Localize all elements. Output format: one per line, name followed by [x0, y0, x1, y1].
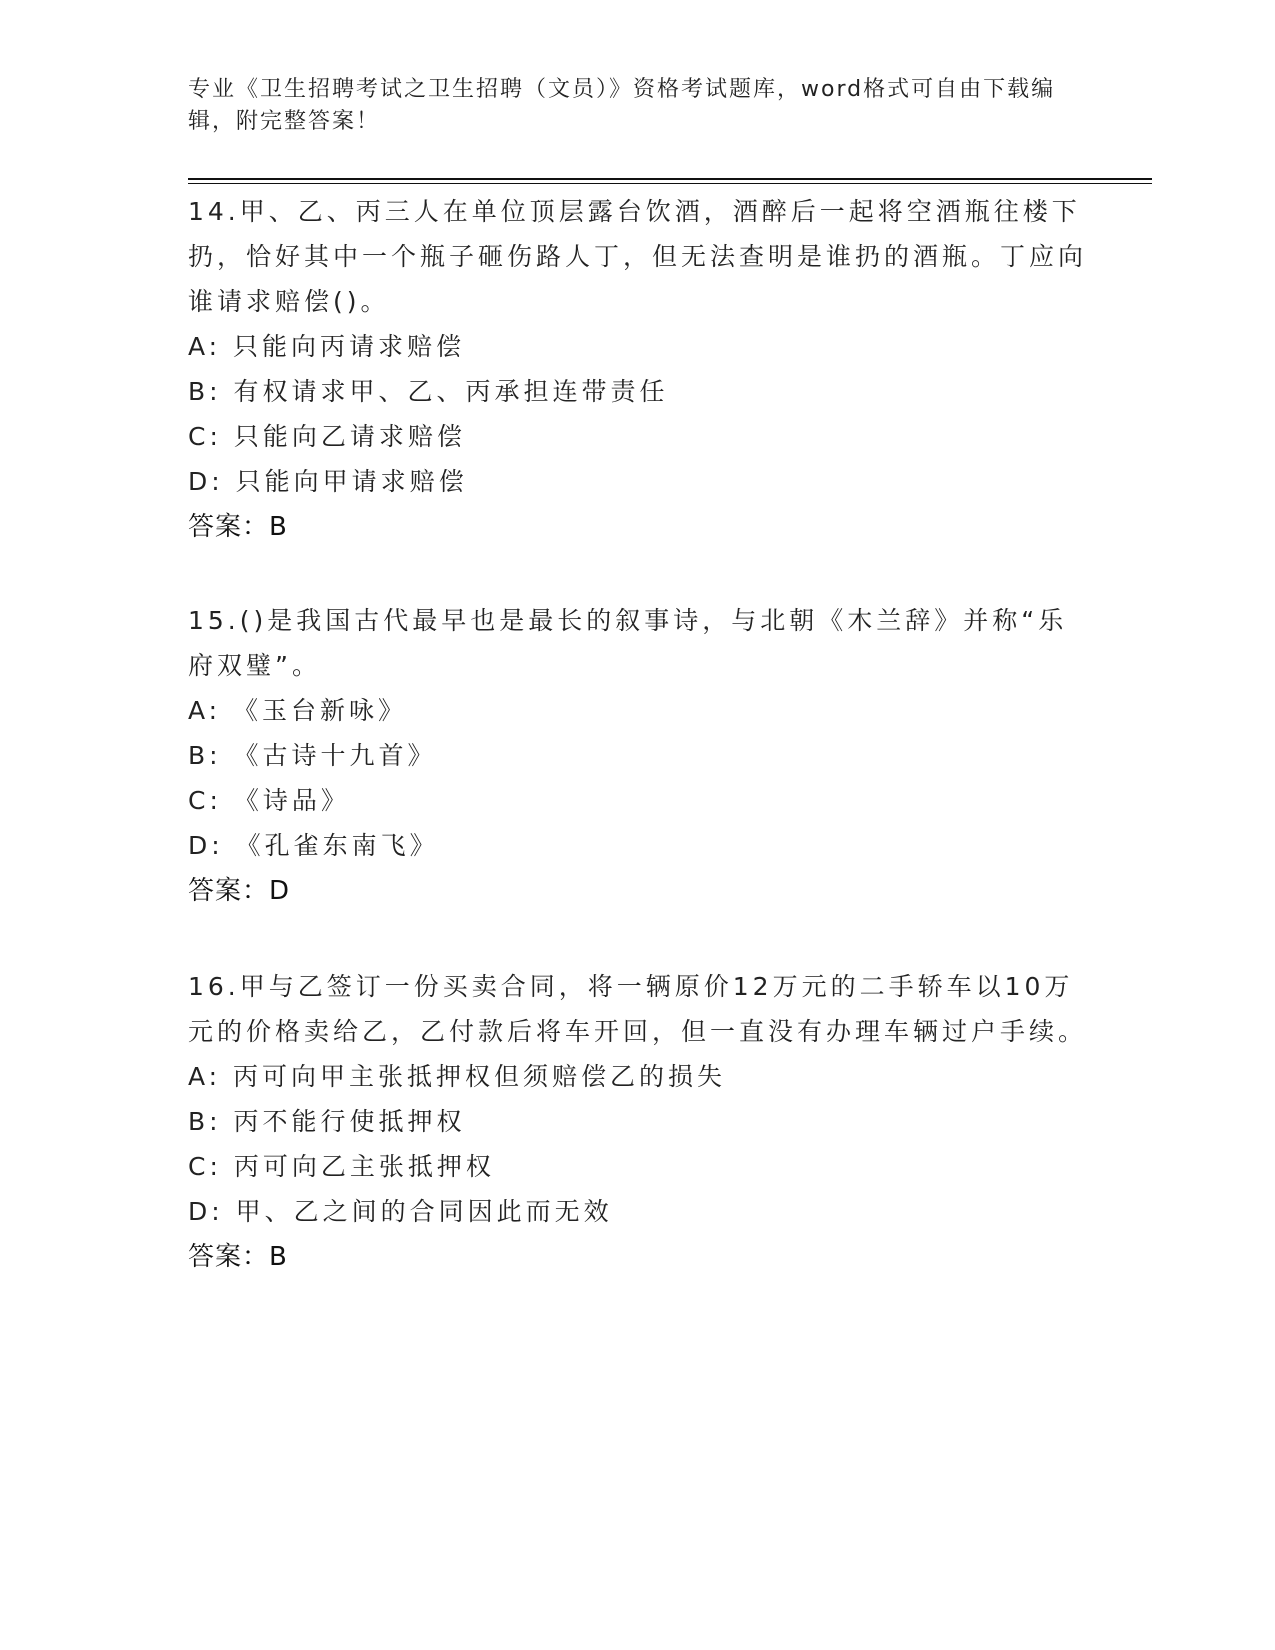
- option-d: D: 甲、乙之间的合同因此而无效: [188, 1197, 613, 1226]
- question-14: [188, 189, 1088, 550]
- question-15: [188, 598, 1088, 914]
- answer: 答案：B: [188, 1242, 288, 1272]
- option-c: C: 《诗品》: [188, 786, 350, 815]
- option-b: B: 丙不能行使抵押权: [188, 1107, 466, 1136]
- question-16: [188, 964, 1088, 1280]
- option-b: B: 有权请求甲、乙、丙承担连带责任: [188, 377, 669, 406]
- question-stem: 16.甲与乙签订一份买卖合同，将一辆原价12万元的二手轿车以10万元的价格卖给乙，乙付款后将车开回，但一直没有办理车辆过户手续。: [188, 972, 1088, 1046]
- document-header: 专业《卫生招聘考试之卫生招聘（文员）》资格考试题库，word格式可自由下载编辑，附完整答案！: [188, 77, 1056, 134]
- question-stem: 14.甲、乙、丙三人在单位顶层露台饮酒，酒醉后一起将空酒瓶往楼下扔，恰好其中一个瓶子砸伤路人丁，但无法查明是谁扔的酒瓶。丁应向谁请求赔偿()。: [188, 197, 1088, 316]
- option-a: A: 《玉台新咏》: [188, 696, 408, 725]
- question-stem: 15.()是我国古代最早也是最长的叙事诗，与北朝《木兰辞》并称“乐府双璧”。: [188, 606, 1068, 680]
- option-d: D: 《孔雀东南飞》: [188, 831, 439, 860]
- answer: 答案：B: [188, 512, 288, 542]
- option-d: D: 只能向甲请求赔偿: [188, 467, 468, 496]
- option-a: A: 只能向丙请求赔偿: [188, 332, 466, 361]
- option-a: A: 丙可向甲主张抵押权但须赔偿乙的损失: [188, 1062, 727, 1091]
- option-b: B: 《古诗十九首》: [188, 741, 437, 770]
- option-c: C: 只能向乙请求赔偿: [188, 422, 466, 451]
- header-rule-thick: [188, 178, 1152, 180]
- option-c: C: 丙可向乙主张抵押权: [188, 1152, 495, 1181]
- answer: 答案：D: [188, 876, 291, 906]
- header-rule-thin: [188, 183, 1152, 184]
